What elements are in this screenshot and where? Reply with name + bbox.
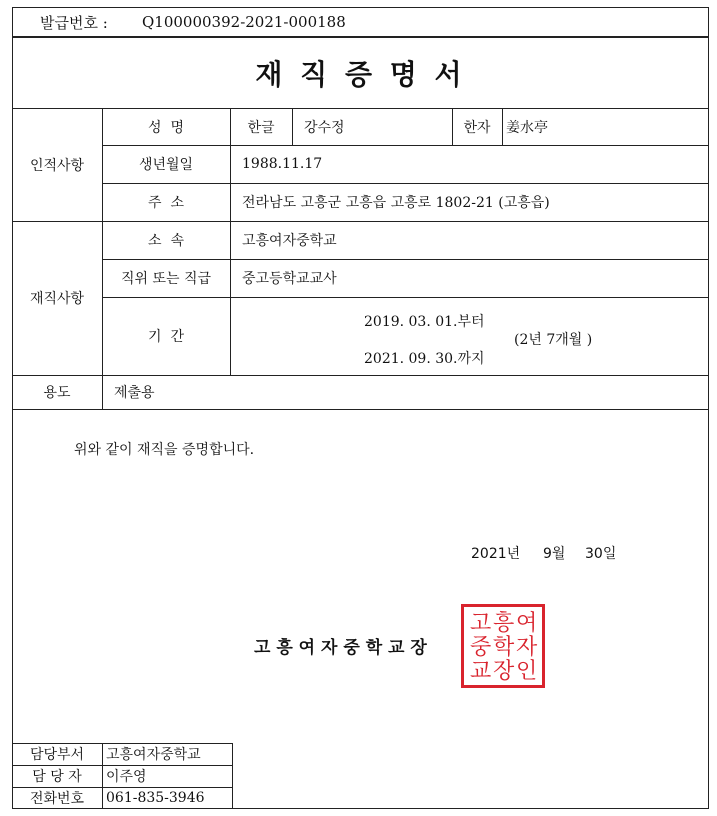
dept-value: 고흥여자중학교 [106, 747, 201, 763]
position-label: 직위 또는 직급 [120, 271, 212, 287]
period-label: 기 간 [148, 329, 184, 345]
doc-number-box [12, 7, 709, 37]
hangul-label: 한글 [247, 119, 275, 136]
phone-label: 전화번호 [29, 791, 85, 807]
dept-label: 담당부서 [29, 747, 85, 763]
hanja-label: 한자 [463, 119, 491, 136]
doc-number-label: 발급번호 : [40, 13, 108, 32]
hangul-name: 강수정 [304, 119, 345, 136]
page-title: 재 직 증 명 서 [255, 58, 466, 91]
affiliation-value: 고흥여자중학교 [242, 233, 337, 249]
official-seal-stamp: 고 흥 여 중 학 자 교 장 인 [461, 604, 545, 688]
personal-section-label: 인적사항 [29, 157, 85, 174]
phone-value: 061-835-3946 [106, 790, 205, 806]
issue-month: 9월 [543, 546, 566, 562]
period-from: 2019. 03. 01.부터 [364, 314, 485, 330]
issuer-name: 고 흥 여 자 중 학 교 장 [254, 637, 427, 658]
purpose-label: 용도 [43, 385, 71, 401]
person-value: 이주영 [106, 769, 147, 785]
birth-label: 생년월일 [138, 157, 194, 173]
purpose-value: 제출용 [114, 385, 155, 401]
hanja-name: 姜水亭 [506, 119, 548, 136]
issue-day: 30일 [585, 546, 617, 562]
issue-year: 2021년 [471, 546, 521, 562]
address-label: 주 소 [148, 195, 184, 211]
position-value: 중고등학교교사 [242, 271, 337, 287]
doc-number-value: Q100000392-2021-000188 [142, 13, 346, 31]
person-label: 담 당 자 [32, 769, 82, 785]
employment-section-label: 재직사항 [29, 291, 85, 307]
period-to: 2021. 09. 30.까지 [364, 351, 485, 367]
affiliation-label: 소 속 [148, 233, 184, 249]
statement-text: 위와 같이 재직을 증명합니다. [74, 442, 255, 458]
period-duration: (2년 7개월 ) [514, 332, 593, 348]
birth-value: 1988.11.17 [242, 156, 323, 172]
address-value: 전라남도 고흥군 고흥읍 고흥로 1802-21 (고흥읍) [242, 195, 550, 211]
name-label: 성 명 [148, 119, 184, 136]
